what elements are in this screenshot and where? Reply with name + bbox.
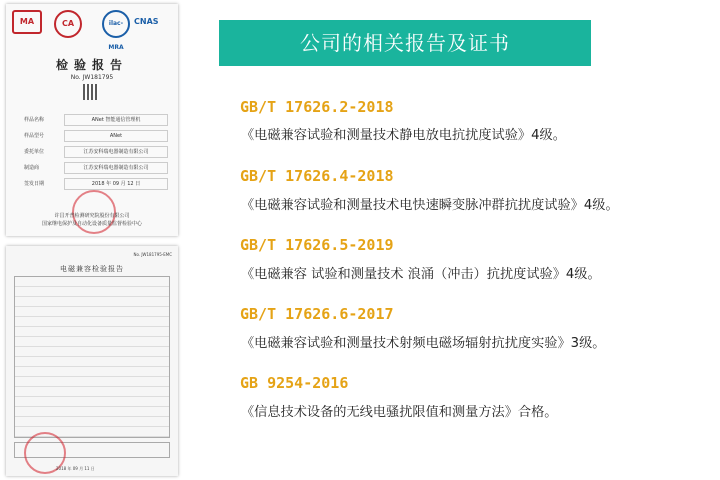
certificate-field: 样品名称 ANet 智能通信管理机 bbox=[24, 114, 168, 126]
ca-logo: CA bbox=[54, 10, 82, 38]
cnas-logo: CNAS bbox=[134, 17, 159, 26]
ma-logo: MA bbox=[12, 10, 42, 34]
standard-code: GB/T 17626.4-2018 bbox=[240, 167, 394, 185]
standard-description: 《电磁兼容试验和测量技术射频电磁场辐射抗扰度实验》3级。 bbox=[241, 336, 606, 351]
report-table bbox=[14, 276, 170, 438]
certificate-number: No. JW181795-EMC bbox=[133, 252, 172, 257]
standard-description: 《电磁兼容 试验和测量技术 浪涌（冲击）抗扰度试验》4级。 bbox=[241, 267, 601, 282]
qr-code-icon bbox=[83, 84, 99, 100]
certificate-field: 制造商 江苏安科瑞电器制造有限公司 bbox=[24, 162, 168, 174]
certificate-field: 样品型号 ANet bbox=[24, 130, 168, 142]
standard-description: 《电磁兼容试验和测量技术静电放电抗扰度试验》4级。 bbox=[241, 128, 566, 143]
inspection-report-certificate-image bbox=[6, 4, 178, 236]
issuer-text: 许昌开普检测研究院股份有限公司 国家继电保护及自动化设备质量监督检验中心 bbox=[41, 213, 142, 227]
standard-code: GB/T 17626.2-2018 bbox=[240, 98, 394, 116]
standard-description: 《电磁兼容试验和测量技术电快速瞬变脉冲群抗扰度试验》4级。 bbox=[241, 198, 619, 213]
certification-logos bbox=[12, 10, 172, 51]
section-title-banner: 公司的相关报告及证书 bbox=[219, 20, 591, 66]
certificate-number: No. JW181795 bbox=[70, 74, 114, 81]
standard-code: GB/T 17626.5-2019 bbox=[240, 236, 394, 254]
certificate-title: 检验报告 bbox=[55, 58, 128, 72]
standard-code: GB 9254-2016 bbox=[240, 374, 349, 392]
ilac-mra-logo: ilac-MRA bbox=[102, 10, 130, 38]
certificate-title: 电磁兼容检验报告 bbox=[60, 265, 124, 273]
standard-code: GB/T 17626.6-2017 bbox=[240, 305, 394, 323]
certificate-field: 委托单位 江苏安科瑞电器制造有限公司 bbox=[24, 146, 168, 158]
report-date: 2018 年 09 月 11 日 bbox=[56, 466, 95, 471]
standard-description: 《信息技术设备的无线电骚扰限值和测量方法》合格。 bbox=[241, 405, 558, 420]
certificate-field: 签发日期 2018 年 09 月 12 日 bbox=[24, 178, 168, 190]
emc-report-certificate-image bbox=[6, 246, 178, 476]
